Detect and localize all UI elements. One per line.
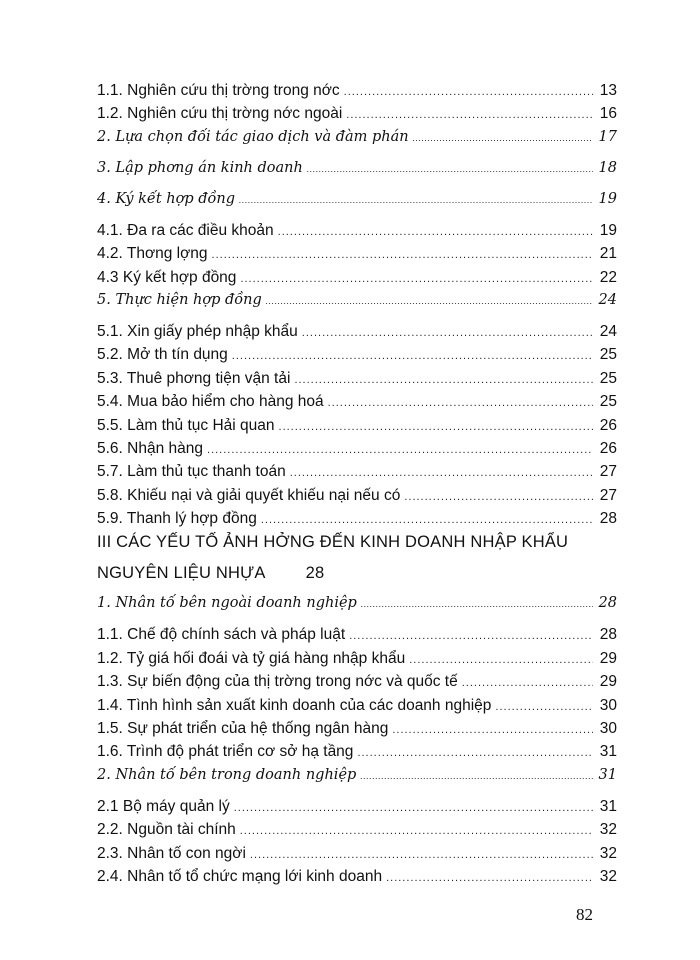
toc-entry-text: 5.6. Nhận hàng (97, 439, 204, 457)
toc-entry-text: 4. Ký kết hợp đồng (97, 190, 236, 207)
toc-page-number: 16 (599, 105, 617, 123)
toc-entry-text: 3. Lập phơng án kinh doanh (97, 159, 303, 176)
toc-entry-text: 2.1 Bộ máy quản lý (97, 797, 230, 815)
toc-entry (97, 370, 617, 393)
dot-leader (250, 849, 593, 861)
toc-heading (97, 564, 617, 595)
dot-leader (212, 249, 593, 261)
toc-entry-text: 2. Nhân tố bên trong doanh nghiệp (97, 766, 357, 783)
toc-page-number: 24 (598, 291, 617, 308)
toc-page-number: 26 (599, 439, 617, 457)
toc-entry-text: 1.2. Tỷ giá hối đoái và tỷ giá hàng nhập khẩu (97, 649, 406, 667)
page-number: 82 (576, 905, 593, 924)
dot-leader (232, 350, 593, 362)
toc-entry (97, 346, 617, 369)
toc-page-number: 13 (599, 82, 617, 99)
toc-entry-text: 2.4. Nhân tố tổ chức mạng lới kinh doanh (97, 867, 383, 885)
toc-page-number: 32 (599, 821, 617, 839)
toc-entry-text: 1.1. Nghiên cứu thị trờng trong nớc (97, 82, 340, 99)
toc-page-number: 17 (598, 128, 617, 145)
toc-section (97, 129, 617, 160)
toc-entry-text: 5.2. Mở th tín dụng (97, 346, 228, 364)
toc-page-number: 32 (599, 844, 617, 862)
dot-leader (240, 273, 593, 285)
toc-page-number: 19 (598, 190, 617, 207)
dot-leader (207, 444, 593, 456)
toc-entry (97, 222, 617, 245)
toc-page-number: 22 (599, 268, 617, 286)
toc-entry-text: 4.3 Ký kết hợp đồng (97, 268, 237, 286)
toc-page-number: 25 (599, 369, 617, 387)
toc-page-number: 32 (599, 867, 617, 885)
toc-section (97, 292, 617, 323)
toc-entry-text: 1.2. Nghiên cứu thị trờng nớc ngoài (97, 105, 343, 123)
toc-entry (97, 105, 617, 128)
toc-entry-text: 2.3. Nhân tố con ngời (97, 844, 246, 862)
toc-entry (97, 650, 617, 673)
toc-page-number: 25 (599, 346, 617, 364)
toc-page-number: 19 (599, 221, 617, 239)
toc-page-number: 18 (598, 159, 617, 176)
toc-entry-text: 5.7. Làm thủ tục thanh toán (97, 463, 286, 481)
toc-entry-text: 4.1. Đa ra các điều khoản (97, 221, 274, 239)
toc-entry (97, 743, 617, 766)
toc-page-number: 28 (599, 626, 617, 644)
toc-entry-text: 5.4. Mua bảo hiểm cho hàng hoá (97, 393, 324, 411)
toc-entry (97, 845, 617, 868)
toc-entry (97, 487, 617, 510)
toc-section (97, 160, 617, 191)
dot-leader (357, 747, 593, 759)
toc-section (97, 595, 617, 626)
dot-leader (409, 654, 593, 666)
toc-entry-text: 5.3. Thuê phơng tiện vận tải (97, 369, 291, 387)
dot-leader (413, 133, 593, 143)
toc-page-number: 29 (599, 649, 617, 667)
toc-entry (97, 720, 617, 743)
toc-entry (97, 82, 617, 105)
dot-leader (328, 397, 593, 409)
dot-leader (495, 701, 593, 713)
toc-entry (97, 868, 617, 891)
toc-page-number: 31 (598, 766, 617, 783)
dot-leader (290, 467, 593, 479)
toc-entry (97, 440, 617, 463)
toc-page-number: 21 (599, 245, 617, 263)
toc-page-number: 28 (599, 510, 617, 528)
dot-leader (234, 802, 593, 814)
toc-heading-text: III CÁC YẾU TỐ ẢNH HỞNG ĐẾN KINH DOANH NHẬP KHẨU (97, 533, 569, 552)
dot-leader (302, 327, 593, 339)
toc-entry (97, 626, 617, 649)
toc-entry (97, 697, 617, 720)
toc-heading (97, 533, 617, 564)
toc-entry (97, 821, 617, 844)
toc-entry-text: 5.1. Xin giấy phép nhập khẩu (97, 322, 298, 340)
toc-entry-text: 4.2. Thơng lợng (97, 245, 208, 263)
toc-page-number: 27 (599, 486, 617, 504)
toc-entry-text: 1. Nhân tố bên ngoài doanh nghiệp (97, 595, 357, 612)
dot-leader (240, 825, 593, 837)
toc-page-number: 27 (599, 463, 617, 481)
toc-entry (97, 245, 617, 268)
dot-leader (462, 677, 593, 689)
toc-entry-text: 5.9. Thanh lý hợp đồng (97, 510, 257, 528)
toc-entry (97, 393, 617, 416)
toc-entry-text: 1.3. Sự biến động của thị trờng trong nớc và quốc tế (97, 673, 458, 691)
dot-leader (261, 514, 593, 526)
toc-entry (97, 798, 617, 821)
toc-page-number: 25 (599, 393, 617, 411)
toc-heading-text: NGUYÊN LIỆU NHỰA (97, 564, 266, 583)
toc-entry-text: 2. Lựa chọn đối tác giao dịch và đàm phán (97, 128, 409, 145)
dot-leader (307, 164, 593, 174)
toc-entry-text: 5.5. Làm thủ tục Hải quan (97, 416, 275, 434)
dot-leader (239, 195, 593, 205)
toc-page-number: 28 (305, 564, 325, 583)
toc-entry (97, 673, 617, 696)
dot-leader (404, 491, 593, 503)
toc-entry (97, 417, 617, 440)
toc-page-number: 30 (599, 696, 617, 714)
toc-entry (97, 269, 617, 292)
toc-entry-text: 1.4. Tình hình sản xuất kinh doanh của các doanh nghiệp (97, 696, 492, 714)
toc-page-number: 29 (599, 673, 617, 691)
toc-entry-text: 1.6. Trình độ phát triển cơ sở hạ tầng (97, 743, 354, 761)
dot-leader (386, 872, 593, 884)
toc-page-number: 28 (598, 595, 617, 612)
toc-entry-text: 2.2. Nguồn tài chính (97, 821, 236, 839)
table-of-contents (97, 82, 617, 891)
dot-leader (266, 296, 593, 306)
toc-page-number: 24 (599, 322, 617, 340)
toc-section (97, 767, 617, 798)
toc-page-number: 30 (599, 720, 617, 738)
toc-entry-text: 1.1. Chế độ chính sách và pháp luật (97, 626, 346, 644)
toc-entry (97, 323, 617, 346)
toc-page-number: 31 (599, 743, 617, 761)
dot-leader (279, 421, 593, 433)
toc-entry (97, 510, 617, 533)
toc-entry-text: 5. Thực hiện hợp đồng (97, 291, 262, 308)
dot-leader (294, 374, 593, 386)
dot-leader (360, 771, 593, 781)
dot-leader (392, 724, 593, 736)
toc-entry-text: 1.5. Sự phát triển của hệ thống ngân hàng (97, 720, 389, 738)
toc-entry (97, 463, 617, 486)
toc-section (97, 191, 617, 222)
toc-page-number: 26 (599, 416, 617, 434)
dot-leader (346, 109, 593, 121)
dot-leader (349, 630, 593, 642)
toc-entry-text: 5.8. Khiếu nại và giải quyết khiếu nại nếu có (97, 486, 401, 504)
dot-leader (361, 599, 593, 609)
toc-page-number: 31 (599, 797, 617, 815)
dot-leader (344, 86, 593, 98)
dot-leader (278, 226, 593, 238)
